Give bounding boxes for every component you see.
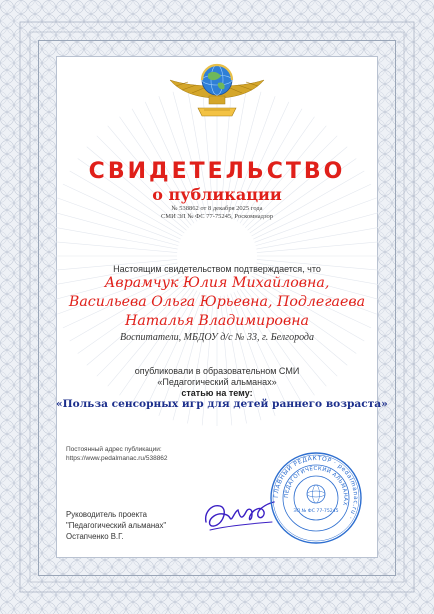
recipient-names-line2: Васильева Ольга Юрьевна, Подлегаева [68, 294, 366, 310]
leader-name: Остапченко В.Г. [66, 532, 124, 541]
stamp-outer-text: ГЛАВНЫЙ РЕДАКТОР · pedalmanac.ru · [272, 454, 360, 521]
article-label: статью на тему: [181, 388, 253, 398]
stamp-center-text: ЭЛ № ФС 77-75245 [293, 509, 339, 514]
certificate-title: СВИДЕТЕЛЬСТВО [88, 159, 346, 184]
signature-image [202, 494, 278, 534]
svg-text:ПЕДАГОГИЧЕСКИЙ АЛЬМАНАХ [284, 466, 348, 506]
recipient-names-line3: Наталья Владимировна [124, 313, 310, 329]
registration-number: № 538862 от 8 декабря 2025 года [171, 205, 263, 212]
stamp-inner-text: ПЕДАГОГИЧЕСКИЙ АЛЬМАНАХ [283, 465, 349, 507]
leader-project: "Педагогический альманах" [66, 521, 167, 530]
globe-emblem-icon [168, 58, 266, 120]
media-license: СМИ ЭЛ № ФС 77-75245, Роскомнадзор [160, 213, 274, 220]
published-text-line1: опубликовали в образовательном СМИ [134, 366, 300, 376]
intro-text: Настоящим свидетельством подтверждается, что [113, 264, 321, 274]
recipient-names-line1: Аврамчук Юлия Михайловна, [104, 275, 330, 291]
leader-role: Руководитель проекта [66, 510, 147, 519]
publication-url[interactable]: https://www.pedalmanac.ru/538862 [66, 455, 168, 462]
published-text-line2: «Педагогический альманах» [157, 377, 277, 387]
article-title: «Польза сенсорных игр для детей раннего возраста» [56, 398, 388, 410]
recipient-workplace: Воспитатели, МБДОУ д/с № 33, г. Белгорода [120, 332, 314, 343]
certificate-subtitle: о публикации [152, 185, 282, 204]
address-label: Постоянный адрес публикации: [66, 446, 162, 453]
official-stamp-icon [268, 450, 364, 546]
